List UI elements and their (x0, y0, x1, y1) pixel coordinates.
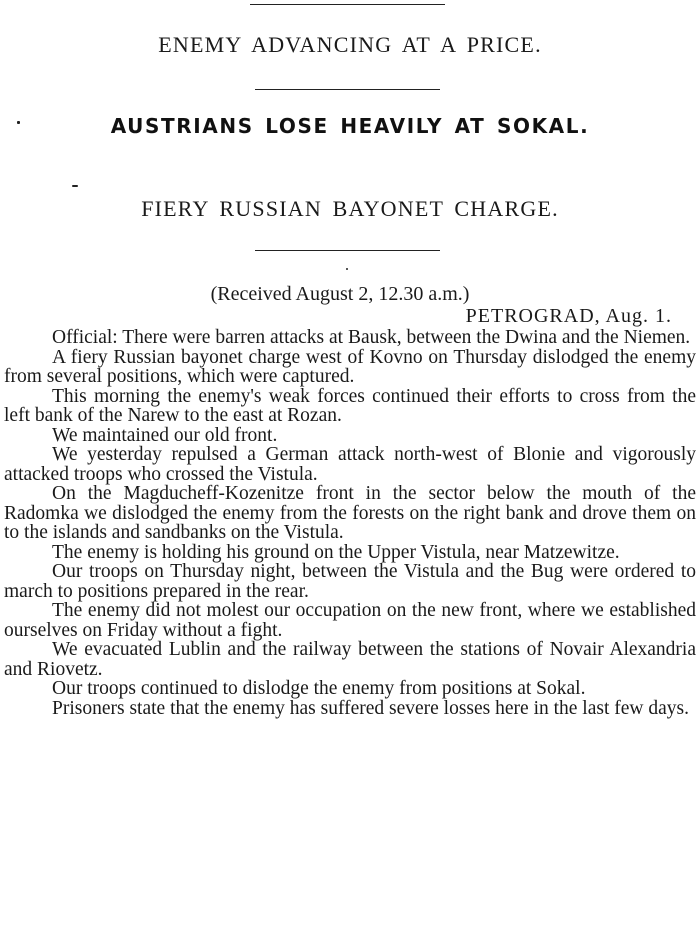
dateline-place: PETROGRAD, Aug. 1. (465, 305, 672, 327)
article-paragraph: Prisoners state that the enemy has suffered severe losses here in the last few days. (52, 697, 689, 719)
received-timestamp: (Received August 2, 12.30 a.m.) (210, 283, 470, 305)
article-body (4, 328, 696, 718)
article-paragraph: We maintained our old front. (52, 424, 278, 446)
article-paragraph: On the Magducheff-Kozenitze front in the sector below the mouth of the Radomka we dislodged the enemy from the forests on the right bank and drove them on to the islands and sandbanks on the Vistula. (4, 483, 696, 543)
ink-speck (17, 121, 20, 124)
top-divider-rule (250, 4, 445, 5)
article-paragraph: A fiery Russian bayonet charge west of Kovno on Thursday dislodged the enemy from several positions, which were captured. (4, 346, 696, 387)
article-paragraph: Our troops on Thursday night, between the Vistula and the Bug were ordered to march to positions prepared in the rear. (4, 561, 696, 602)
ink-speck (346, 268, 348, 270)
headline-divider-rule (255, 89, 440, 90)
headline-tertiary: FIERY RUSSIAN BAYONET CHARGE. (141, 196, 559, 221)
article-paragraph: This morning the enemy's weak forces continued their efforts to cross from the left bank of the Narew to the east at Rozan. (4, 385, 696, 426)
subhead-divider-rule (255, 250, 440, 251)
article-paragraph: Official: There were barren attacks at Bausk, between the Dwina and the Niemen. (52, 327, 691, 348)
article-paragraph: The enemy did not molest our occupation on the new front, where we established ourselves on Friday without a fight. (4, 600, 696, 641)
headline-secondary: AUSTRIANS LOSE HEAVILY AT SOKAL. (110, 114, 590, 138)
headline-primary: ENEMY ADVANCING AT A PRICE. (158, 32, 542, 57)
article-paragraph: We evacuated Lublin and the railway between the stations of Novair Alexandria and Riovetz. (4, 639, 696, 680)
article-paragraph: The enemy is holding his ground on the Upper Vistula, near Matzewitze. (52, 541, 620, 563)
article-paragraph: We yesterday repulsed a German attack north-west of Blonie and vigorously attacked troops who crossed the Vistula. (4, 444, 696, 485)
ink-speck (72, 185, 78, 187)
article-paragraph: Our troops continued to dislodge the enemy from positions at Sokal. (52, 678, 586, 699)
